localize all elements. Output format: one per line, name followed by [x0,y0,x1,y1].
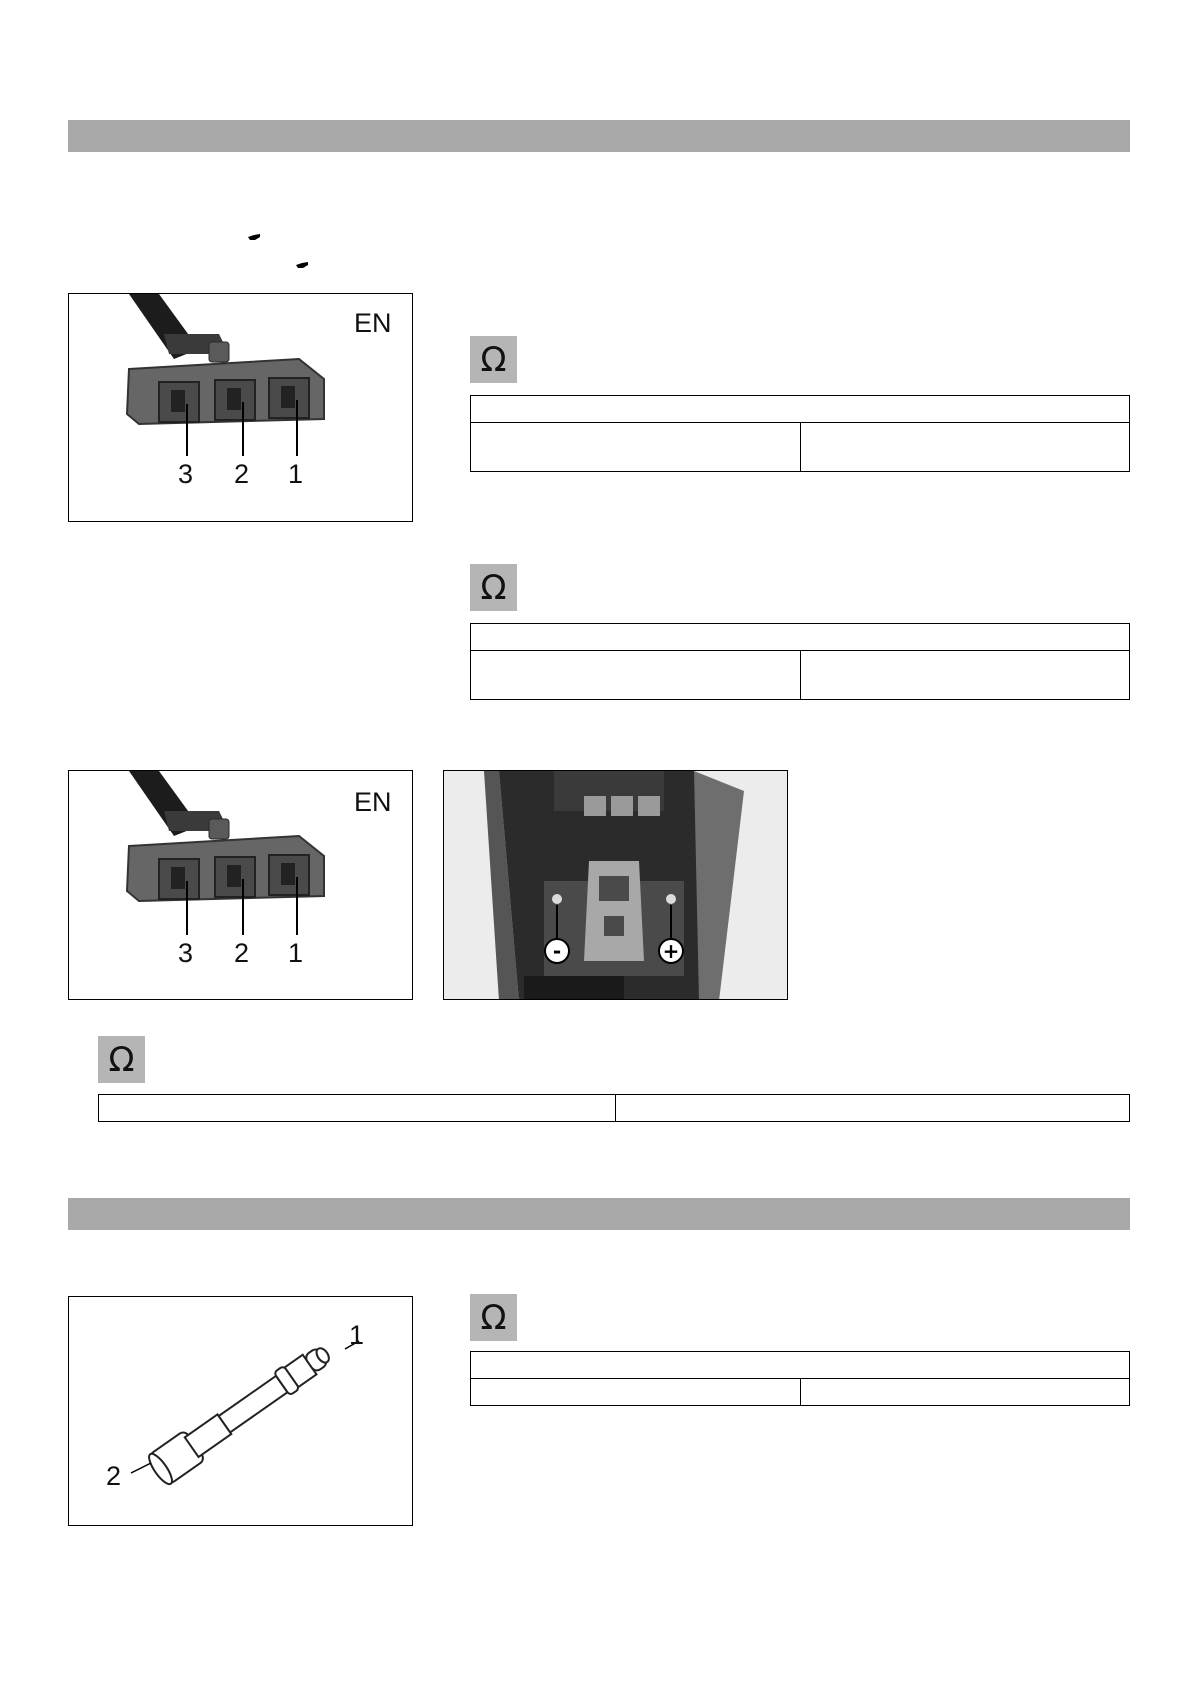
spec-table-cell [800,1379,1130,1406]
ohm-icon: Ω [470,1294,517,1341]
spec-table-cell [800,651,1130,700]
callout-label: 1 [349,1320,365,1350]
pin-label: 3 [178,938,194,968]
spec-table-cell [616,1095,1130,1122]
positive-terminal-label: + [662,939,680,963]
battery-photo [444,771,788,1000]
spec-table-cell [99,1095,616,1122]
figure-corner-label: EN [354,308,392,338]
connector-figure [68,293,413,522]
ohm-icon: Ω [470,564,517,611]
section-header-bar [68,1198,1130,1230]
negative-terminal-label: - [552,939,562,963]
spec-table-cell [471,423,801,472]
pin-label: 2 [234,938,250,968]
battery-figure [443,770,788,1000]
spec-table [470,1351,1130,1406]
spec-table [98,1094,1130,1122]
spark-plug-cap-figure [68,1296,413,1526]
spec-table-cell [800,423,1130,472]
pin-label: 3 [178,459,194,489]
section-header-bar [68,120,1130,152]
spec-table [470,395,1130,472]
ohm-icon: Ω [470,336,517,383]
ohm-icon: Ω [98,1036,145,1083]
spec-table-cell [471,651,801,700]
callout-label: 2 [106,1461,122,1491]
pin-label: 1 [288,459,304,489]
spec-table-header-cell [471,396,1130,423]
figure-corner-label: EN [354,787,392,817]
spec-table-cell [471,1379,801,1406]
pin-label: 2 [234,459,250,489]
connector-figure [68,770,413,1000]
spec-table-header-cell [471,1352,1130,1379]
hand-pointer-icon [248,234,260,241]
spec-table-header-cell [471,624,1130,651]
spec-table [470,623,1130,700]
pin-label: 1 [288,938,304,968]
hand-pointer-icon [296,262,308,269]
